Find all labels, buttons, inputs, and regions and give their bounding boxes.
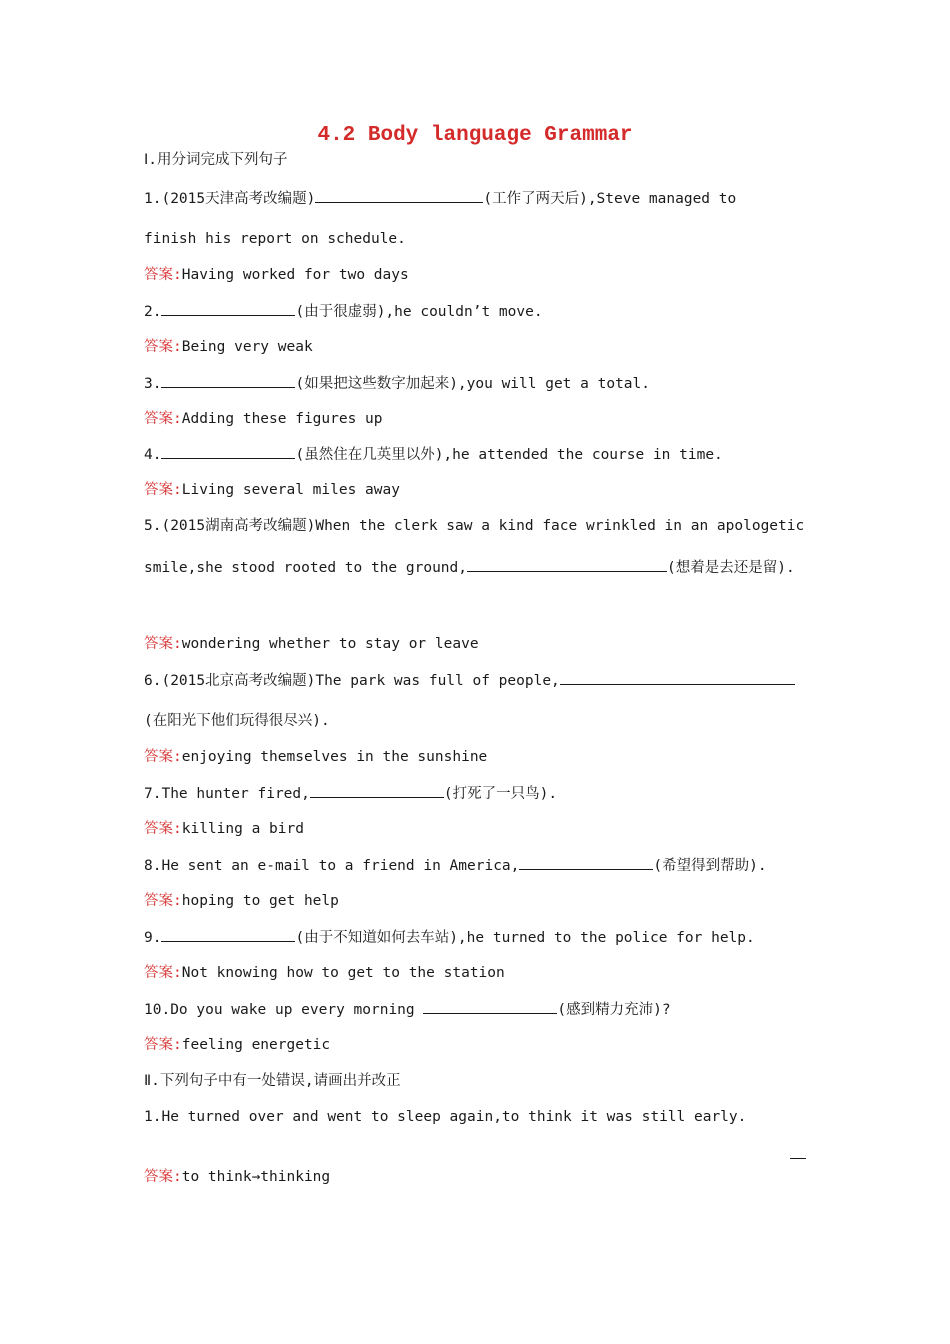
answer-text: enjoying themselves in the sunshine: [181, 749, 488, 765]
question-6-continued: (在阳光下他们玩得很尽兴).: [144, 713, 330, 729]
question-10: [144, 999, 671, 1020]
answer-label: 答案:: [144, 1169, 182, 1185]
question-text: The hunter fired,: [161, 786, 310, 802]
answer-7: [144, 819, 304, 839]
section-heading-1: Ⅰ.用分词完成下列句子: [144, 152, 288, 168]
answer-text: hoping to get help: [181, 893, 339, 909]
question-6: [144, 670, 795, 691]
question-text: He turned over and went to sleep again,to think it was still early.: [161, 1109, 747, 1125]
question-number: 3.: [144, 376, 162, 392]
answer-label: 答案:: [144, 636, 182, 652]
question-5: [144, 516, 804, 536]
question-hint: (希望得到帮助).: [653, 858, 767, 874]
error-question-1: [144, 1107, 746, 1127]
answer-label: 答案:: [144, 893, 182, 909]
answer-text: to think→thinking: [181, 1169, 331, 1185]
question-text: (2015湖南高考改编题)When the clerk saw a kind face wrinkled in an apologetic: [161, 518, 805, 534]
answer-label: 答案:: [144, 1037, 182, 1053]
question-text: (工作了两天后),Steve managed to: [483, 191, 737, 207]
question-2: [144, 301, 543, 322]
answer-blank: [560, 670, 795, 685]
section-heading-2: Ⅱ.下列句子中有一处错误,请画出并改正: [144, 1073, 401, 1089]
question-number: 2.: [144, 304, 162, 320]
answer-10: [144, 1035, 330, 1055]
question-text: (如果把这些数字加起来),you will get a total.: [295, 376, 650, 392]
question-text: smile,she stood rooted to the ground,: [144, 560, 468, 576]
answer-blank: [467, 557, 667, 572]
answer-blank: [161, 444, 295, 459]
answer-text: Not knowing how to get to the station: [181, 965, 505, 981]
question-text: (虽然住在几英里以外),he attended the course in time.: [295, 447, 723, 463]
answer-text: Being very weak: [181, 339, 313, 355]
question-text: (由于很虚弱),he couldn’t move.: [295, 304, 543, 320]
question-hint: (想着是去还是留).: [667, 560, 795, 576]
question-hint: (感到精力充沛)?: [557, 1002, 671, 1018]
answer-label: 答案:: [144, 749, 182, 765]
error-answer-1: [144, 1167, 330, 1187]
answer-blank: [161, 373, 295, 388]
question-number: 6.: [144, 673, 162, 689]
question-1: [144, 188, 736, 209]
question-number: 7.: [144, 786, 162, 802]
answer-text: wondering whether to stay or leave: [181, 636, 479, 652]
question-8: [144, 855, 767, 876]
question-number: 5.: [144, 518, 162, 534]
answer-blank: [161, 301, 295, 316]
question-text: He sent an e-mail to a friend in America,: [161, 858, 520, 874]
question-7: [144, 783, 557, 804]
answer-8: [144, 891, 339, 911]
answer-6: [144, 747, 487, 767]
question-text: (2015北京高考改编题)The park was full of people,: [161, 673, 560, 689]
answer-blank: [519, 855, 653, 870]
question-3: [144, 373, 650, 394]
question-number: 1.: [144, 191, 162, 207]
correction-mark: [790, 1158, 806, 1159]
question-source: (2015天津高考改编题): [161, 191, 316, 207]
answer-label: 答案:: [144, 965, 182, 981]
answer-blank: [315, 188, 483, 203]
question-number: 8.: [144, 858, 162, 874]
question-text: Do you wake up every morning: [170, 1002, 424, 1018]
question-4: [144, 444, 723, 465]
question-text: (由于不知道如何去车站),he turned to the police for help.: [295, 930, 755, 946]
answer-text: killing a bird: [181, 821, 304, 837]
answer-3: [144, 409, 383, 429]
question-hint: (打死了一只鸟).: [443, 786, 558, 802]
question-number: 4.: [144, 447, 162, 463]
answer-text: Living several miles away: [181, 482, 400, 498]
question-number: 10.: [144, 1002, 171, 1018]
answer-text: Adding these figures up: [181, 411, 383, 427]
question-number: 9.: [144, 930, 162, 946]
question-9: [144, 927, 755, 948]
answer-blank: [310, 783, 444, 798]
answer-5: [144, 634, 479, 654]
answer-label: 答案:: [144, 482, 182, 498]
answer-4: [144, 480, 400, 500]
answer-label: 答案:: [144, 821, 182, 837]
answer-1: [144, 265, 409, 285]
answer-2: [144, 337, 313, 357]
answer-text: feeling energetic: [181, 1037, 331, 1053]
answer-9: [144, 963, 505, 983]
answer-label: 答案:: [144, 411, 182, 427]
answer-label: 答案:: [144, 267, 182, 283]
answer-label: 答案:: [144, 339, 182, 355]
question-5-continued: [144, 557, 795, 578]
question-1-continued: finish his report on schedule.: [144, 231, 406, 247]
page-title: 4.2 Body language Grammar: [317, 124, 633, 147]
answer-text: Having worked for two days: [181, 267, 409, 283]
answer-blank: [423, 999, 557, 1014]
question-number: 1.: [144, 1109, 162, 1125]
answer-blank: [161, 927, 295, 942]
